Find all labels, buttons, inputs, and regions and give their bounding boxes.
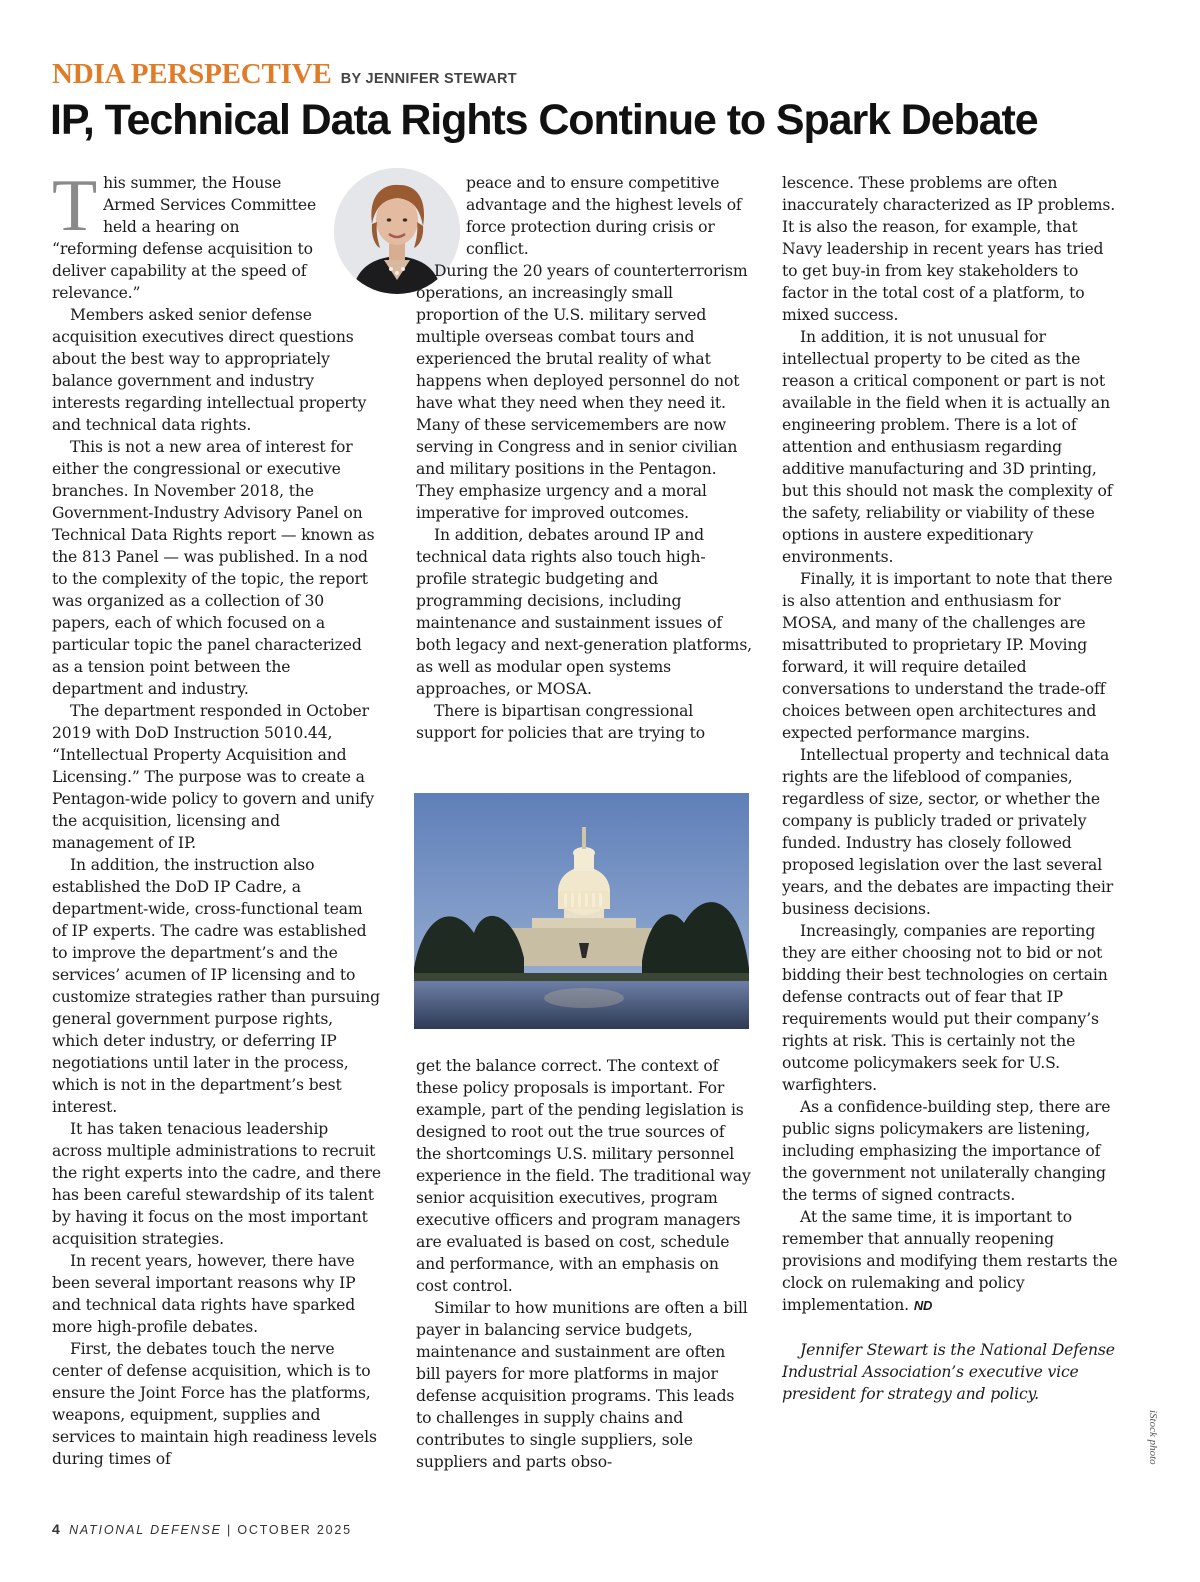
article-column-2-bottom [416, 1055, 754, 1473]
drop-cap: T [52, 165, 98, 247]
issue-date: OCTOBER 2025 [237, 1523, 352, 1537]
paragraph: Intellectual property and technical data rights are the lifeblood of companies, regardless of size, sector, or whether the company is publicly traded or privately funded. Industry has closely followed proposed legislation over the last several years, and the debates are impacting their business decisions. [782, 746, 1114, 918]
article-column-1 [52, 165, 382, 1470]
paragraph: his summer, the House Armed Services Committee held a hearing on “reforming defense acquisition to deliver capability at the speed of relevance.” [52, 174, 317, 302]
author-bio: Jennifer Stewart is the National Defense Industrial Association’s executive vice president for strategy and policy. [782, 1341, 1115, 1403]
capitol-building-image [414, 793, 749, 1029]
article-column-2-top [416, 172, 754, 744]
article-column-3 [782, 172, 1120, 1405]
paragraph: First, the debates touch the nerve center of defense acquisition, which is to ensure the Joint Force has the platforms, weapons, equipment, supplies and services to maintain high readiness levels during times of [52, 1340, 377, 1468]
paragraph: Members asked senior defense acquisition executives direct questions about the best way to appropriately balance government and industry interests regarding intellectual property and technical data rights. [52, 306, 367, 434]
footer-separator: | [227, 1523, 233, 1537]
photo-credit: iStock photo [1147, 1410, 1159, 1465]
paragraph: In addition, the instruction also established the DoD IP Cadre, a department-wide, cross-functional team of IP experts. The cadre was established to improve the department’s and the services’ acumen of IP licensing and to customize strategies rather than pursuing general government purpose rights, which deter industry, or deferring IP negotiations until later in the process, which is not in the department’s best interest. [52, 856, 380, 1116]
paragraph: Similar to how munitions are often a bill payer in balancing service budgets, maintenance and sustainment are often bill payers for more platforms in major defense acquisition programs. This leads to challenges in supply chains and contributes to single suppliers, sole suppliers and parts obso- [416, 1299, 748, 1471]
paragraph-final [782, 1206, 1120, 1317]
paragraph: This is not a new area of interest for either the congressional or executive branches. In November 2018, the Government-Industry Advisory Panel on Technical Data Rights report — known as the 813 Panel — was published. In a nod to the complexity of the topic, the report was organized as a collection of 30 papers, each of which focused on a particular topic the panel characterized as a tension point between the department and industry. [52, 438, 375, 698]
page-number: 4 [52, 1521, 60, 1537]
paragraph: There is bipartisan congressional support for policies that are trying to [416, 702, 705, 742]
article-headline: IP, Technical Data Rights Continue to Spark Debate [50, 96, 1038, 144]
paragraph: In addition, debates around IP and technical data rights also touch high-profile strategic budgeting and programming decisions, including maintenance and sustainment issues of both legacy and next-generation platforms, as well as modular open systems approaches, or MOSA. [416, 526, 752, 698]
section-kicker [52, 58, 517, 91]
paragraph: It has taken tenacious leadership across multiple administrations to recruit the right experts into the cadre, and there has been careful stewardship of its talent by having it focus on the most important acquisition strategies. [52, 1120, 381, 1248]
paragraph: The department responded in October 2019 with DoD Instruction 5010.44, “Intellectual Property Acquisition and Licensing.” The purpose was to create a Pentagon-wide policy to govern and unify the acquisition, licensing and management of IP. [52, 702, 375, 852]
final-text: At the same time, it is important to remember that annually reopening provisions and modifying them restarts the clock on rulemaking and policy implementation. [782, 1208, 1118, 1314]
section-label: NDIA PERSPECTIVE [52, 58, 332, 90]
paragraph: In recent years, however, there have been several important reasons why IP and technical data rights have sparked more high-profile debates. [52, 1252, 356, 1336]
paragraph: Increasingly, companies are reporting they are either choosing not to bid or not bidding their best technologies on certain defense contracts out of fear that IP requirements would put their company’s rights at risk. This is certainly not the outcome policymakers seek for U.S. warfighters. [782, 922, 1108, 1094]
capitol-photo [414, 793, 749, 1029]
paragraph: lescence. These problems are often inaccurately characterized as IP problems. It is also the reason, for example, that Navy leadership in recent years has tried to get buy-in from key stakeholders to factor in the total cost of a platform, to mixed success. [782, 174, 1116, 324]
publication-name: NATIONAL DEFENSE [69, 1523, 222, 1537]
paragraph: get the balance correct. The context of these policy proposals is important. For example, part of the pending legislation is designed to root out the true sources of the shortcomings U.S. military personnel experience in the field. The traditional way senior acquisition executives, program executive officers and program managers are evaluated is based on cost, schedule and performance, with an emphasis on cost control. [416, 1057, 751, 1295]
paragraph: As a confidence-building step, there are public signs policymakers are listening, including emphasizing the importance of the government not unilaterally changing the terms of signed contracts. [782, 1098, 1111, 1204]
page-footer [52, 1521, 352, 1537]
paragraph: During the 20 years of counterterrorism operations, an increasingly small proportion of the U.S. military served multiple overseas combat tours and experienced the brutal reality of what happens when deployed personnel do not have what they need when they need it. Many of these servicemembers are now serving in Congress and in senior civilian and military positions in the Pentagon. They emphasize urgency and a moral imperative for improved outcomes. [416, 262, 748, 522]
author-byline: BY JENNIFER STEWART [340, 71, 517, 87]
paragraph: Finally, it is important to note that there is also attention and enthusiasm for MOSA, and many of the challenges are misattributed to proprietary IP. Moving forward, it will require detailed conversations to understand the trade-off choices between open architectures and expected performance margins. [782, 570, 1113, 742]
end-mark: ND [913, 1298, 933, 1313]
paragraph: peace and to ensure competitive advantage and the highest levels of force protection during crisis or conflict. [466, 174, 742, 258]
paragraph: In addition, it is not unusual for intellectual property to be cited as the reason a critical component or part is not available in the field when it is actually an engineering problem. There is a lot of attention and enthusiasm regarding additive manufacturing and 3D printing, but this should not mask the complexity of the safety, reliability or viability of these options in austere expeditionary environments. [782, 328, 1113, 566]
